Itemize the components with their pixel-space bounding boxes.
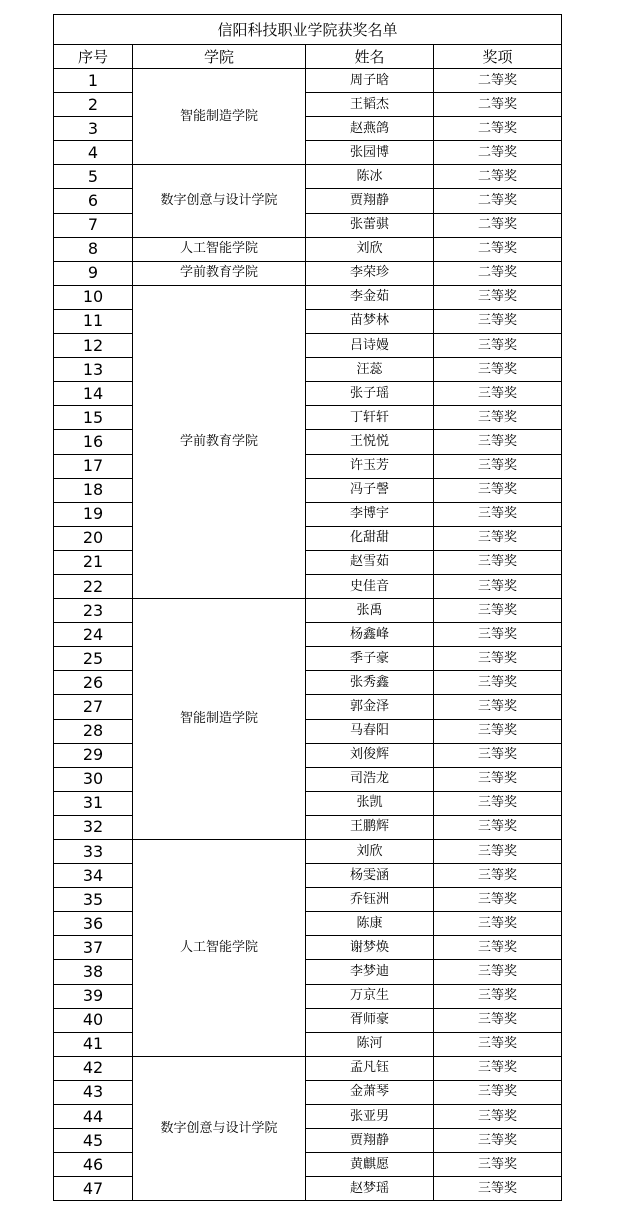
student-name: 谢梦焕	[306, 936, 434, 960]
row-number: 36	[54, 912, 133, 936]
student-name: 汪蕊	[306, 358, 434, 382]
award-level: 三等奖	[434, 550, 562, 574]
student-name: 季子豪	[306, 647, 434, 671]
row-number: 34	[54, 864, 133, 888]
row-number: 43	[54, 1080, 133, 1104]
table-row	[54, 309, 562, 333]
table-row	[54, 117, 562, 141]
row-number: 7	[54, 213, 133, 237]
row-number: 28	[54, 719, 133, 743]
award-level: 三等奖	[434, 695, 562, 719]
row-number: 22	[54, 574, 133, 598]
table-row	[54, 430, 562, 454]
header-award: 奖项	[434, 45, 562, 69]
award-level: 二等奖	[434, 189, 562, 213]
title-row	[54, 15, 562, 45]
table-row	[54, 93, 562, 117]
student-name: 冯子謦	[306, 478, 434, 502]
row-number: 33	[54, 840, 133, 864]
row-number: 23	[54, 599, 133, 623]
header-row	[54, 45, 562, 69]
award-level: 三等奖	[434, 815, 562, 839]
student-name: 李博宇	[306, 502, 434, 526]
table-row	[54, 1032, 562, 1056]
row-number: 17	[54, 454, 133, 478]
row-number: 9	[54, 261, 133, 285]
award-level: 三等奖	[434, 840, 562, 864]
student-name: 王鹏辉	[306, 815, 434, 839]
student-name: 张亚男	[306, 1105, 434, 1129]
row-number: 32	[54, 815, 133, 839]
table-row	[54, 695, 562, 719]
student-name: 李金茹	[306, 285, 434, 309]
student-name: 刘欣	[306, 840, 434, 864]
student-name: 刘欣	[306, 237, 434, 261]
award-table-body	[54, 15, 562, 1201]
row-number: 1	[54, 69, 133, 93]
award-level: 三等奖	[434, 430, 562, 454]
table-row	[54, 791, 562, 815]
table-row	[54, 550, 562, 574]
table-row	[54, 1056, 562, 1080]
student-name: 吕诗嫚	[306, 334, 434, 358]
student-name: 陈河	[306, 1032, 434, 1056]
row-number: 29	[54, 743, 133, 767]
row-number: 3	[54, 117, 133, 141]
table-row	[54, 574, 562, 598]
award-level: 二等奖	[434, 117, 562, 141]
student-name: 李梦迪	[306, 960, 434, 984]
award-level: 三等奖	[434, 1056, 562, 1080]
row-number: 20	[54, 526, 133, 550]
award-level: 三等奖	[434, 1032, 562, 1056]
header-college: 学院	[133, 45, 306, 69]
row-number: 40	[54, 1008, 133, 1032]
award-level: 三等奖	[434, 502, 562, 526]
award-level: 三等奖	[434, 888, 562, 912]
award-level: 三等奖	[434, 334, 562, 358]
table-row	[54, 213, 562, 237]
award-level: 三等奖	[434, 599, 562, 623]
student-name: 乔钰洲	[306, 888, 434, 912]
student-name: 王韬杰	[306, 93, 434, 117]
table-row	[54, 888, 562, 912]
award-level: 三等奖	[434, 285, 562, 309]
table-row	[54, 406, 562, 430]
college-cell: 人工智能学院	[133, 237, 306, 261]
table-row	[54, 502, 562, 526]
table-row	[54, 189, 562, 213]
award-level: 三等奖	[434, 358, 562, 382]
student-name: 杨鑫峰	[306, 623, 434, 647]
row-number: 10	[54, 285, 133, 309]
row-number: 30	[54, 767, 133, 791]
student-name: 贾翔静	[306, 189, 434, 213]
student-name: 杨雯涵	[306, 864, 434, 888]
table-row	[54, 815, 562, 839]
award-level: 三等奖	[434, 1080, 562, 1104]
table-title: 信阳科技职业学院获奖名单	[54, 15, 562, 45]
row-number: 6	[54, 189, 133, 213]
row-number: 38	[54, 960, 133, 984]
student-name: 孟凡钰	[306, 1056, 434, 1080]
table-row	[54, 382, 562, 406]
award-level: 三等奖	[434, 960, 562, 984]
row-number: 44	[54, 1105, 133, 1129]
student-name: 丁轩轩	[306, 406, 434, 430]
table-row	[54, 1008, 562, 1032]
award-level: 二等奖	[434, 261, 562, 285]
college-cell: 学前教育学院	[133, 285, 306, 598]
table-row	[54, 526, 562, 550]
student-name: 苗梦林	[306, 309, 434, 333]
award-level: 三等奖	[434, 864, 562, 888]
row-number: 8	[54, 237, 133, 261]
college-cell: 智能制造学院	[133, 599, 306, 840]
row-number: 16	[54, 430, 133, 454]
award-level: 三等奖	[434, 719, 562, 743]
student-name: 张子瑶	[306, 382, 434, 406]
table-row	[54, 840, 562, 864]
award-level: 三等奖	[434, 671, 562, 695]
student-name: 金萧琴	[306, 1080, 434, 1104]
student-name: 史佳音	[306, 574, 434, 598]
row-number: 41	[54, 1032, 133, 1056]
student-name: 万京生	[306, 984, 434, 1008]
student-name: 化甜甜	[306, 526, 434, 550]
table-row	[54, 1080, 562, 1104]
table-row	[54, 1105, 562, 1129]
award-level: 三等奖	[434, 454, 562, 478]
table-row	[54, 719, 562, 743]
student-name: 张禹	[306, 599, 434, 623]
row-number: 15	[54, 406, 133, 430]
award-level: 三等奖	[434, 1153, 562, 1177]
table-row	[54, 767, 562, 791]
award-level: 三等奖	[434, 1105, 562, 1129]
header-name: 姓名	[306, 45, 434, 69]
student-name: 张秀鑫	[306, 671, 434, 695]
row-number: 24	[54, 623, 133, 647]
row-number: 5	[54, 165, 133, 189]
award-level: 三等奖	[434, 767, 562, 791]
award-level: 三等奖	[434, 647, 562, 671]
table-row	[54, 984, 562, 1008]
award-level: 二等奖	[434, 165, 562, 189]
award-level: 三等奖	[434, 984, 562, 1008]
row-number: 19	[54, 502, 133, 526]
student-name: 陈康	[306, 912, 434, 936]
college-cell: 数字创意与设计学院	[133, 165, 306, 237]
student-name: 郭金泽	[306, 695, 434, 719]
award-level: 三等奖	[434, 1008, 562, 1032]
college-cell: 人工智能学院	[133, 840, 306, 1057]
award-level: 二等奖	[434, 69, 562, 93]
award-level: 二等奖	[434, 237, 562, 261]
row-number: 42	[54, 1056, 133, 1080]
row-number: 21	[54, 550, 133, 574]
row-number: 37	[54, 936, 133, 960]
table-row	[54, 599, 562, 623]
award-level: 二等奖	[434, 141, 562, 165]
row-number: 26	[54, 671, 133, 695]
row-number: 35	[54, 888, 133, 912]
row-number: 31	[54, 791, 133, 815]
award-level: 三等奖	[434, 912, 562, 936]
student-name: 刘俊辉	[306, 743, 434, 767]
table-row	[54, 936, 562, 960]
award-level: 三等奖	[434, 791, 562, 815]
award-level: 二等奖	[434, 213, 562, 237]
table-row	[54, 912, 562, 936]
row-number: 39	[54, 984, 133, 1008]
student-name: 赵燕鸽	[306, 117, 434, 141]
student-name: 胥师豪	[306, 1008, 434, 1032]
table-row	[54, 1153, 562, 1177]
table-row	[54, 165, 562, 189]
table-row	[54, 1177, 562, 1201]
table-row	[54, 141, 562, 165]
row-number: 45	[54, 1129, 133, 1153]
student-name: 许玉芳	[306, 454, 434, 478]
table-row	[54, 358, 562, 382]
award-level: 三等奖	[434, 1177, 562, 1201]
row-number: 46	[54, 1153, 133, 1177]
student-name: 司浩龙	[306, 767, 434, 791]
student-name: 赵雪茹	[306, 550, 434, 574]
row-number: 13	[54, 358, 133, 382]
student-name: 黄麒愿	[306, 1153, 434, 1177]
row-number: 12	[54, 334, 133, 358]
table-row	[54, 960, 562, 984]
award-level: 三等奖	[434, 309, 562, 333]
row-number: 14	[54, 382, 133, 406]
table-row	[54, 623, 562, 647]
award-level: 三等奖	[434, 526, 562, 550]
student-name: 陈冰	[306, 165, 434, 189]
award-level: 三等奖	[434, 743, 562, 767]
award-table	[53, 14, 562, 1201]
table-row	[54, 237, 562, 261]
row-number: 47	[54, 1177, 133, 1201]
table-row	[54, 864, 562, 888]
table-row	[54, 261, 562, 285]
row-number: 11	[54, 309, 133, 333]
table-row	[54, 647, 562, 671]
student-name: 张凯	[306, 791, 434, 815]
award-level: 三等奖	[434, 574, 562, 598]
row-number: 2	[54, 93, 133, 117]
row-number: 25	[54, 647, 133, 671]
table-row	[54, 478, 562, 502]
header-number: 序号	[54, 45, 133, 69]
table-row	[54, 454, 562, 478]
student-name: 李荣珍	[306, 261, 434, 285]
student-name: 赵梦瑶	[306, 1177, 434, 1201]
student-name: 王悦悦	[306, 430, 434, 454]
row-number: 4	[54, 141, 133, 165]
table-row	[54, 285, 562, 309]
table-row	[54, 1129, 562, 1153]
table-row	[54, 671, 562, 695]
award-level: 三等奖	[434, 1129, 562, 1153]
student-name: 贾翔静	[306, 1129, 434, 1153]
table-row	[54, 69, 562, 93]
award-level: 三等奖	[434, 623, 562, 647]
row-number: 27	[54, 695, 133, 719]
college-cell: 智能制造学院	[133, 69, 306, 165]
award-level: 三等奖	[434, 936, 562, 960]
table-row	[54, 743, 562, 767]
college-cell: 数字创意与设计学院	[133, 1056, 306, 1201]
table-row	[54, 334, 562, 358]
row-number: 18	[54, 478, 133, 502]
award-level: 三等奖	[434, 406, 562, 430]
college-cell: 学前教育学院	[133, 261, 306, 285]
award-level: 二等奖	[434, 93, 562, 117]
student-name: 张园博	[306, 141, 434, 165]
student-name: 张蕾骐	[306, 213, 434, 237]
award-level: 三等奖	[434, 478, 562, 502]
award-level: 三等奖	[434, 382, 562, 406]
student-name: 周子晗	[306, 69, 434, 93]
student-name: 马春阳	[306, 719, 434, 743]
